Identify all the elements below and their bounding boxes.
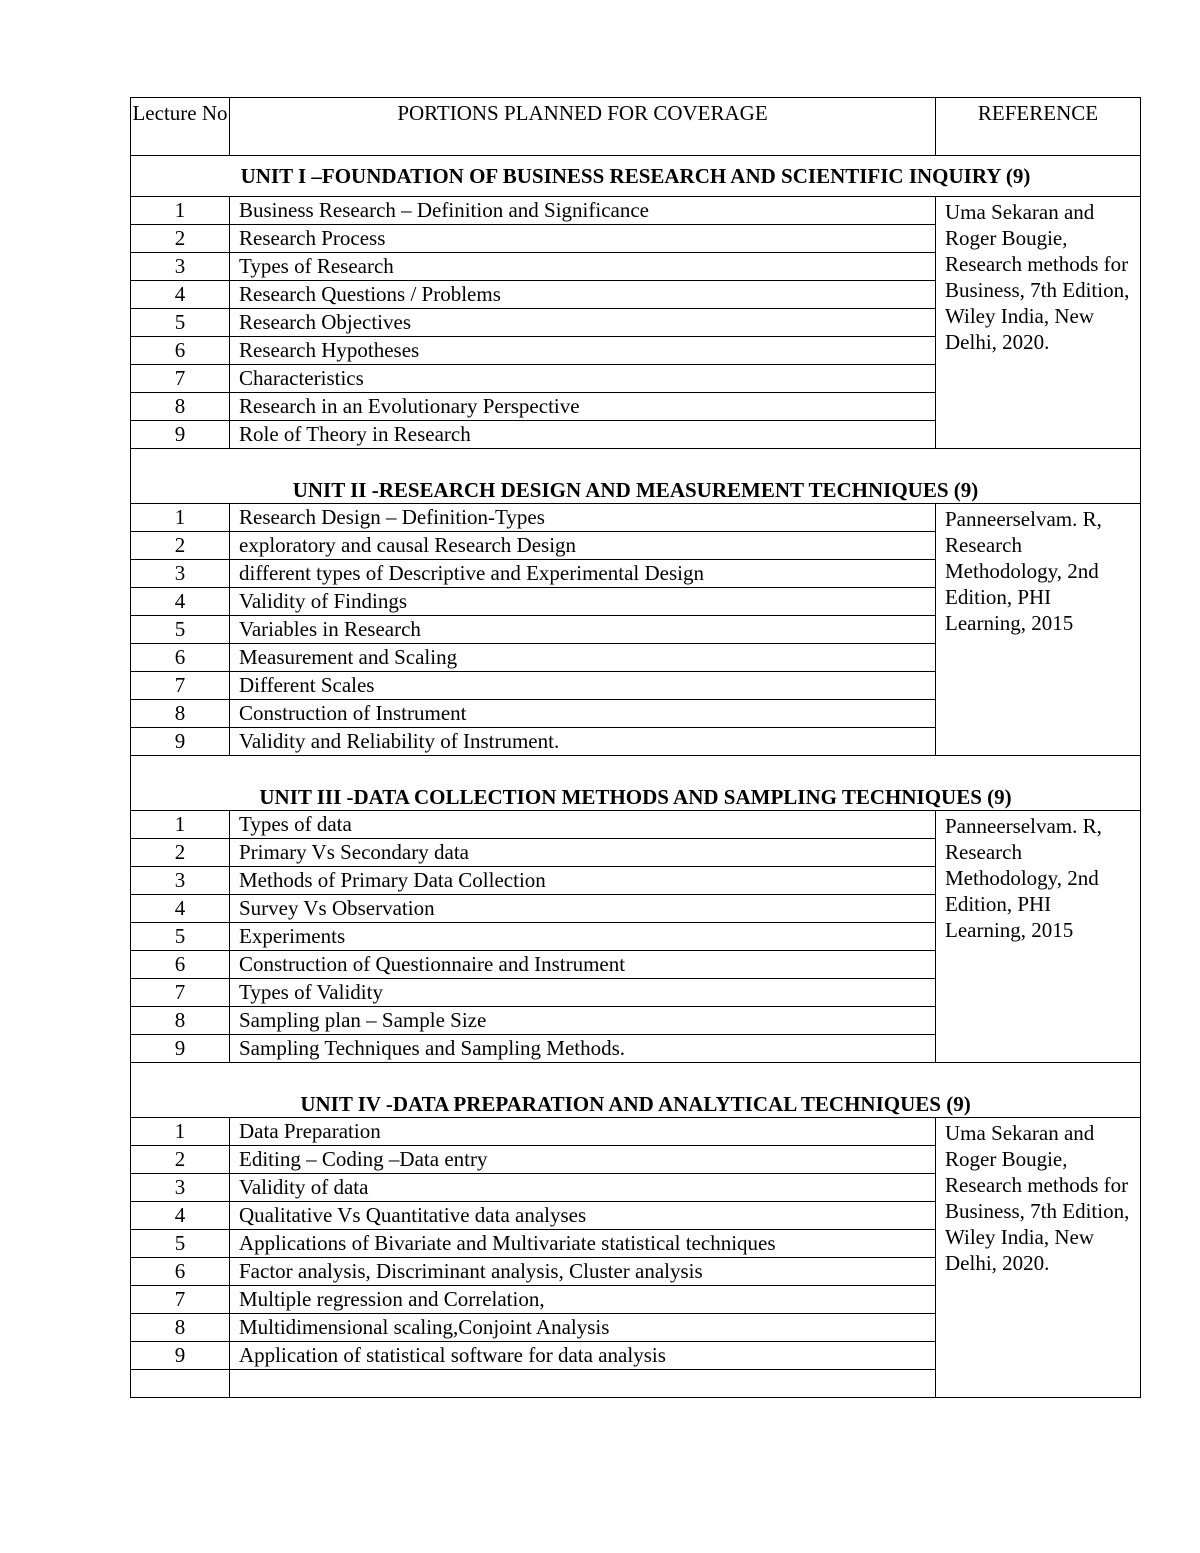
- lecture-number: 2: [131, 839, 230, 867]
- lecture-number: 5: [131, 616, 230, 644]
- lecture-number: 2: [131, 532, 230, 560]
- lecture-number: 8: [131, 393, 230, 421]
- lecture-number: 7: [131, 979, 230, 1007]
- lecture-topic: exploratory and causal Research Design: [230, 532, 936, 560]
- header-row: [131, 98, 1141, 156]
- lecture-topic: Methods of Primary Data Collection: [230, 867, 936, 895]
- lecture-number: 1: [131, 197, 230, 225]
- lecture-number: 6: [131, 644, 230, 672]
- lecture-number: 5: [131, 309, 230, 337]
- lecture-topic: Qualitative Vs Quantitative data analyses: [230, 1202, 936, 1230]
- unit-title: UNIT II -RESEARCH DESIGN AND MEASUREMENT TECHNIQUES (9): [131, 449, 1141, 504]
- lecture-number: 6: [131, 951, 230, 979]
- lecture-topic: Editing – Coding –Data entry: [230, 1146, 936, 1174]
- unit-title-row: [131, 449, 1141, 504]
- lecture-topic: Research Hypotheses: [230, 337, 936, 365]
- lecture-topic: Sampling plan – Sample Size: [230, 1007, 936, 1035]
- unit-title-row: [131, 756, 1141, 811]
- lecture-topic: Types of data: [230, 811, 936, 839]
- lecture-topic: Research in an Evolutionary Perspective: [230, 393, 936, 421]
- lecture-number: 8: [131, 1314, 230, 1342]
- unit-reference: Uma Sekaran and Roger Bougie, Research methods for Business, 7th Edition, Wiley India, New Delhi, 2020.: [936, 1118, 1141, 1398]
- lecture-topic: Research Objectives: [230, 309, 936, 337]
- lecture-number: 6: [131, 337, 230, 365]
- lecture-topic: Application of statistical software for data analysis: [230, 1342, 936, 1370]
- unit-reference: Panneerselvam. R, Research Methodology, 2nd Edition, PHI Learning, 2015: [936, 811, 1141, 1063]
- header-lecture-no: Lecture No: [131, 98, 230, 156]
- lecture-number: 2: [131, 1146, 230, 1174]
- lecture-number: 3: [131, 1174, 230, 1202]
- lecture-topic: Different Scales: [230, 672, 936, 700]
- lecture-number: 7: [131, 1286, 230, 1314]
- lecture-topic: Validity and Reliability of Instrument.: [230, 728, 936, 756]
- lecture-topic: Business Research – Definition and Significance: [230, 197, 936, 225]
- lecture-number: 1: [131, 811, 230, 839]
- lecture-topic: Types of Research: [230, 253, 936, 281]
- lecture-number: 8: [131, 700, 230, 728]
- empty-cell: [131, 1370, 230, 1398]
- lecture-number: 4: [131, 281, 230, 309]
- lecture-topic: Construction of Questionnaire and Instrument: [230, 951, 936, 979]
- lecture-number: 2: [131, 225, 230, 253]
- lecture-number: 9: [131, 1035, 230, 1063]
- unit-title: UNIT IV -DATA PREPARATION AND ANALYTICAL TECHNIQUES (9): [131, 1063, 1141, 1118]
- lecture-number: 6: [131, 1258, 230, 1286]
- header-reference: REFERENCE: [936, 98, 1141, 156]
- lecture-topic: Survey Vs Observation: [230, 895, 936, 923]
- lecture-topic: Research Design – Definition-Types: [230, 504, 936, 532]
- lecture-plan-table: [130, 97, 1141, 1398]
- lecture-topic: Characteristics: [230, 365, 936, 393]
- lecture-topic: Applications of Bivariate and Multivariate statistical techniques: [230, 1230, 936, 1258]
- header-portions: PORTIONS PLANNED FOR COVERAGE: [230, 98, 936, 156]
- table-row: [131, 504, 1141, 532]
- lecture-number: 7: [131, 672, 230, 700]
- lecture-topic: Validity of Findings: [230, 588, 936, 616]
- lecture-number: 3: [131, 560, 230, 588]
- lecture-topic: Multiple regression and Correlation,: [230, 1286, 936, 1314]
- lecture-topic: Multidimensional scaling,Conjoint Analysis: [230, 1314, 936, 1342]
- lecture-topic: Experiments: [230, 923, 936, 951]
- lecture-number: 4: [131, 895, 230, 923]
- lecture-topic: Validity of data: [230, 1174, 936, 1202]
- unit-title-row: [131, 156, 1141, 197]
- unit-title-row: [131, 1063, 1141, 1118]
- table-row: [131, 811, 1141, 839]
- table-row: [131, 197, 1141, 225]
- lecture-number: 5: [131, 923, 230, 951]
- lecture-number: 7: [131, 365, 230, 393]
- lecture-number: 9: [131, 728, 230, 756]
- lecture-topic: Data Preparation: [230, 1118, 936, 1146]
- lecture-number: 5: [131, 1230, 230, 1258]
- unit-title: UNIT III -DATA COLLECTION METHODS AND SAMPLING TECHNIQUES (9): [131, 756, 1141, 811]
- lecture-number: 9: [131, 1342, 230, 1370]
- lecture-topic: Construction of Instrument: [230, 700, 936, 728]
- lecture-number: 3: [131, 867, 230, 895]
- lecture-topic: Primary Vs Secondary data: [230, 839, 936, 867]
- lecture-topic: Types of Validity: [230, 979, 936, 1007]
- lecture-topic: Variables in Research: [230, 616, 936, 644]
- lecture-topic: Sampling Techniques and Sampling Methods.: [230, 1035, 936, 1063]
- lecture-topic: Measurement and Scaling: [230, 644, 936, 672]
- unit-reference: Panneerselvam. R, Research Methodology, 2nd Edition, PHI Learning, 2015: [936, 504, 1141, 756]
- lecture-number: 1: [131, 1118, 230, 1146]
- lecture-number: 8: [131, 1007, 230, 1035]
- lecture-topic: Role of Theory in Research: [230, 421, 936, 449]
- lecture-number: 9: [131, 421, 230, 449]
- lecture-topic: Research Process: [230, 225, 936, 253]
- empty-cell: [230, 1370, 936, 1398]
- lecture-number: 4: [131, 1202, 230, 1230]
- lecture-topic: Factor analysis, Discriminant analysis, Cluster analysis: [230, 1258, 936, 1286]
- lecture-number: 1: [131, 504, 230, 532]
- unit-title: UNIT I –FOUNDATION OF BUSINESS RESEARCH AND SCIENTIFIC INQUIRY (9): [131, 156, 1141, 197]
- lecture-number: 3: [131, 253, 230, 281]
- table-row: [131, 1118, 1141, 1146]
- lecture-number: 4: [131, 588, 230, 616]
- lecture-topic: different types of Descriptive and Experimental Design: [230, 560, 936, 588]
- lecture-topic: Research Questions / Problems: [230, 281, 936, 309]
- unit-reference: Uma Sekaran and Roger Bougie, Research methods for Business, 7th Edition, Wiley India, New Delhi, 2020.: [936, 197, 1141, 449]
